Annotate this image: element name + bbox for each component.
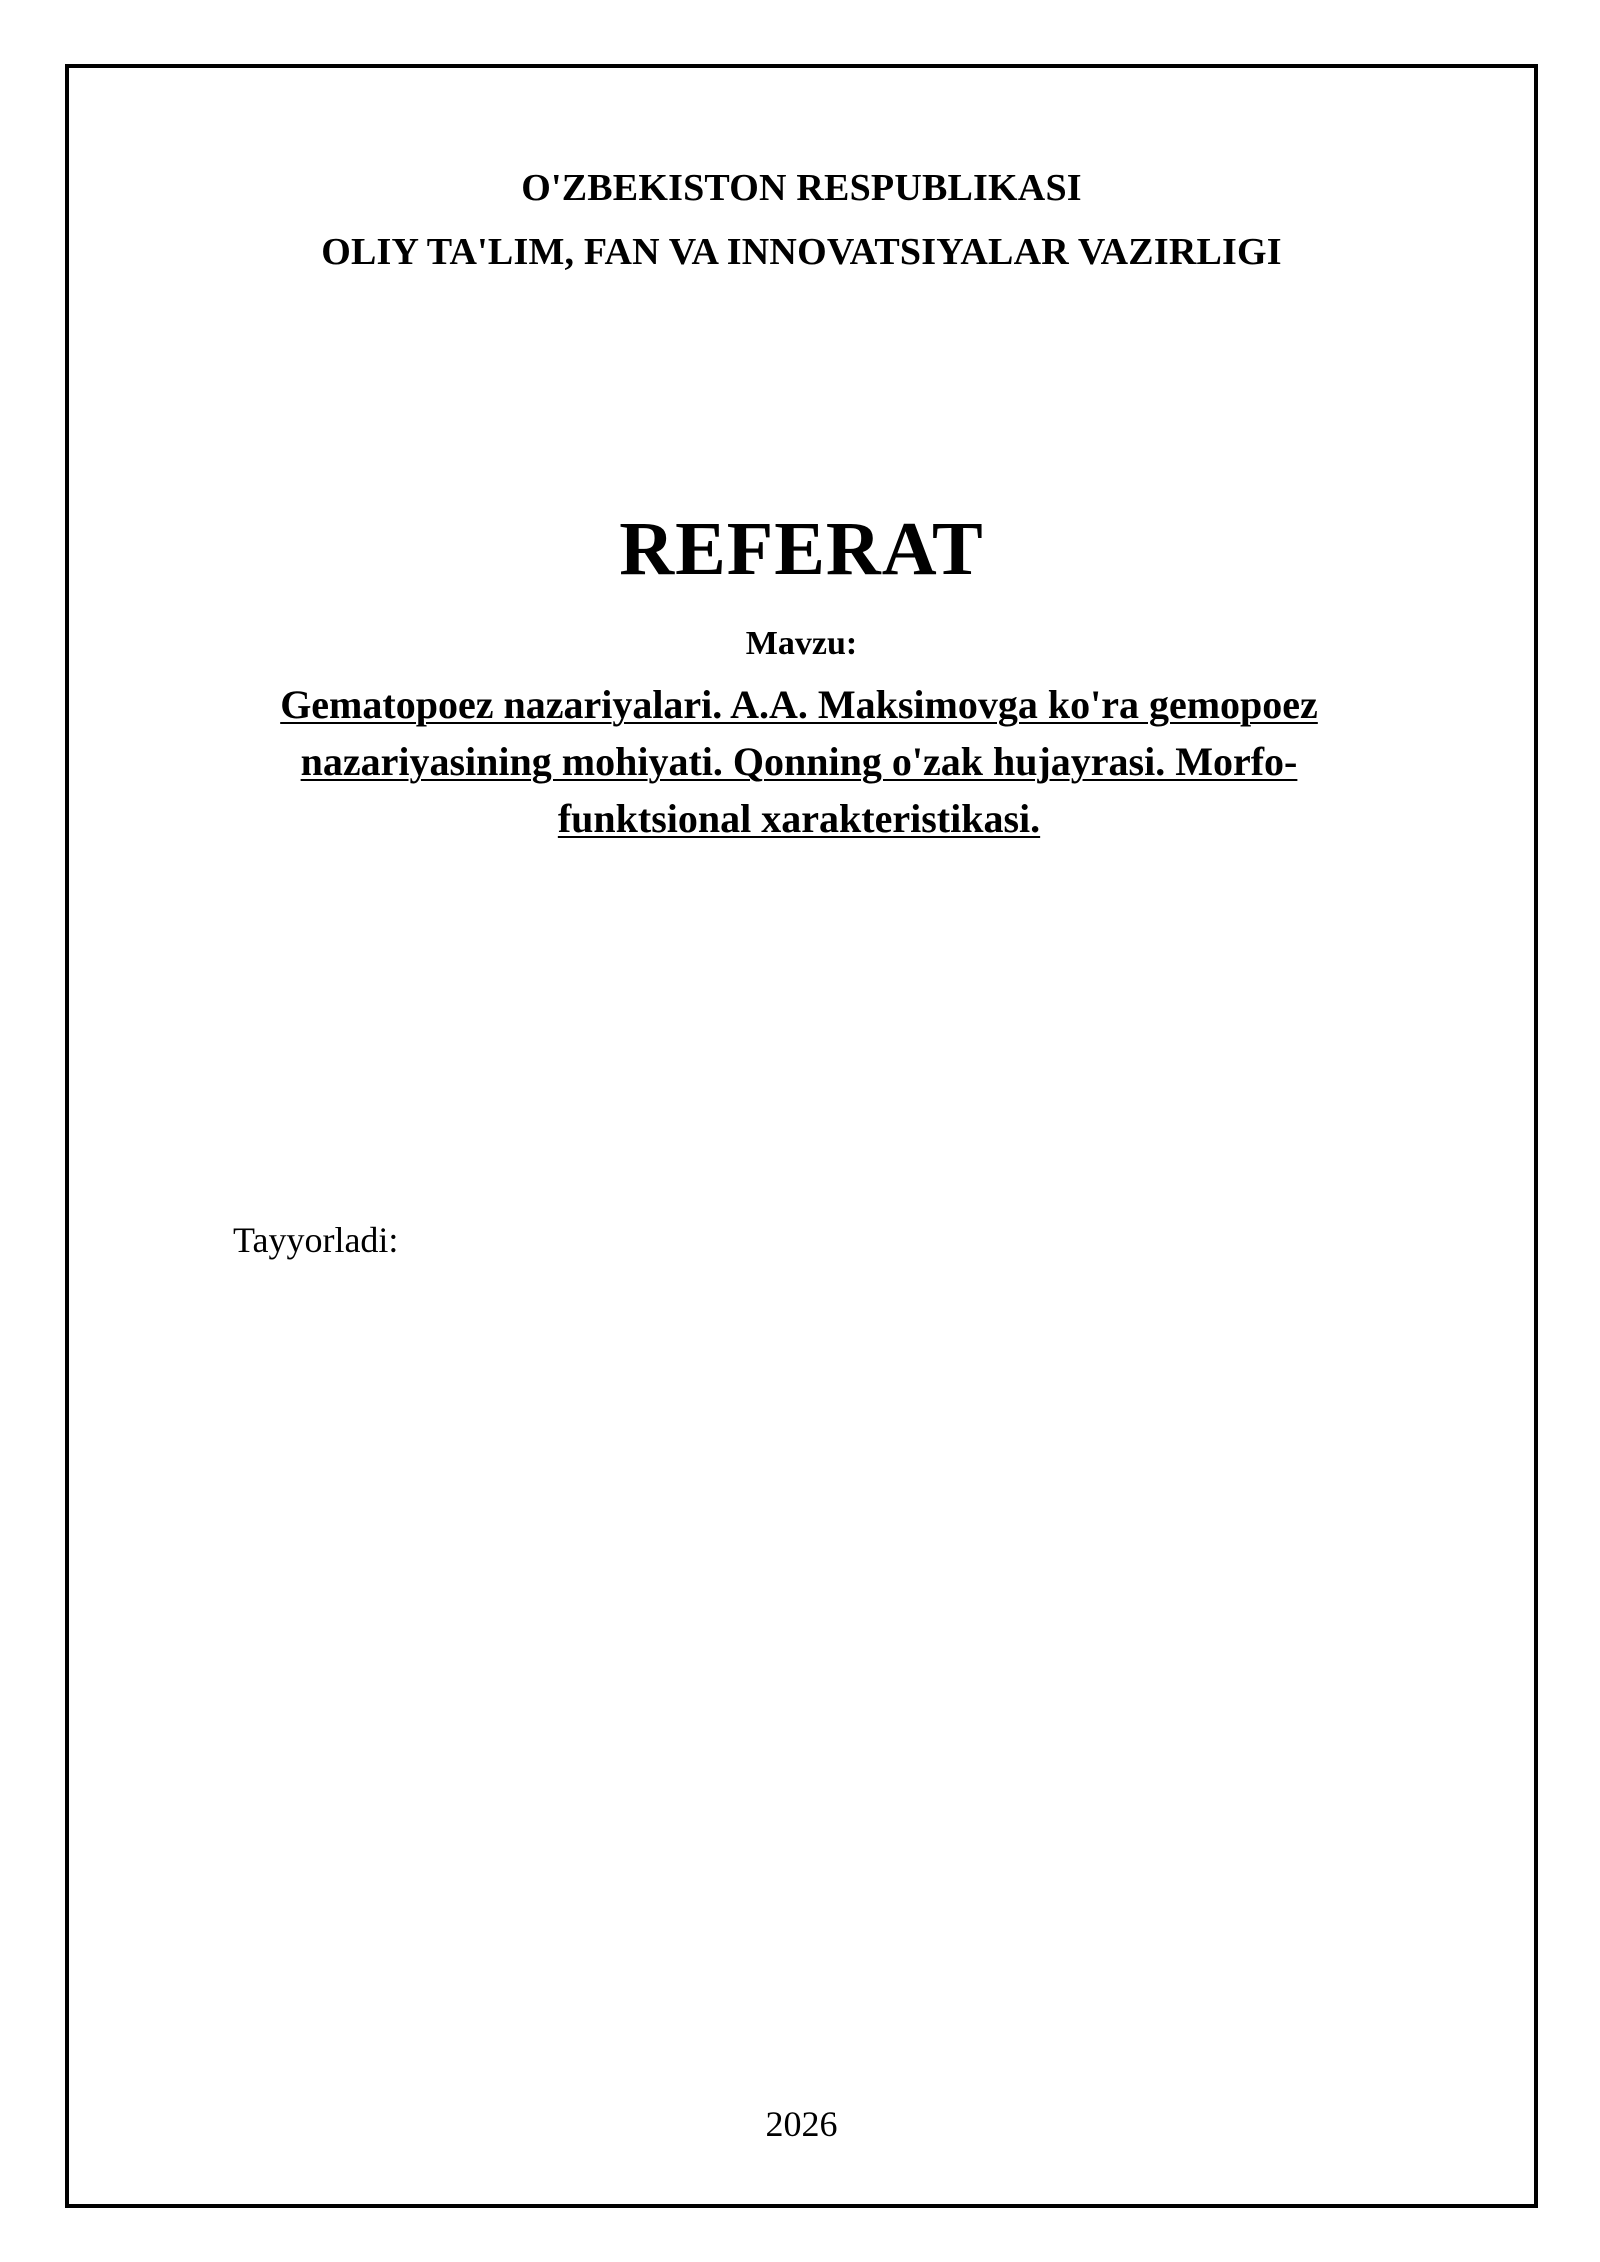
header-line-ministry: OLIY TA'LIM, FAN VA INNOVATSIYALAR VAZIRLIGI [321, 231, 1282, 273]
topic-text: Gematopoez nazariyalari. A.A. Maksimovga ko'ra gemopoez nazariyasining mohiyati. Qonning o'zak hujayrasi. Morfo-funktsional xarakteristikasi. [280, 682, 1318, 841]
header-line-republic: O'ZBEKISTON RESPUBLIKASI [521, 167, 1082, 209]
topic-label: Mavzu: [745, 625, 858, 662]
document-year: 2026 [765, 2104, 838, 2144]
ministry-header [69, 156, 1534, 284]
page-frame [65, 64, 1538, 2208]
prepared-by-label: Tayyorladi: [233, 1220, 399, 1260]
document-title: REFERAT [619, 507, 984, 591]
